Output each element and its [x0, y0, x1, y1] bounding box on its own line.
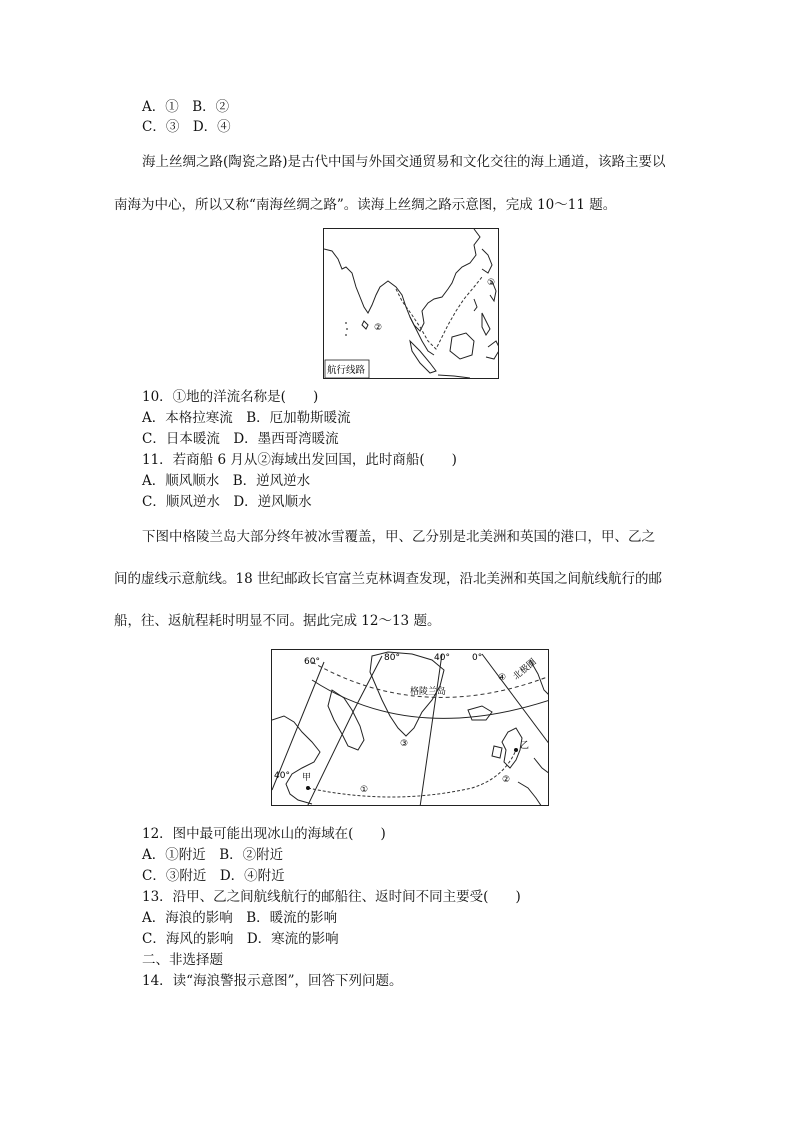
map1-legend-label: 航行线路: [327, 365, 366, 376]
q14-stem: 14．读“海浪警报示意图”，回答下列问题。: [142, 973, 403, 989]
map2-lat-40: 40°: [274, 771, 290, 781]
map2-marker-4: ④: [498, 673, 507, 683]
north-atlantic-map-graphic: [272, 650, 549, 806]
q11-options-cd: C．顺风逆水 D．逆风顺水: [142, 494, 312, 510]
map1-marker-1: ①: [487, 278, 496, 288]
silk-road-map-graphic: [324, 229, 499, 379]
map2-port-jia: 甲: [302, 773, 312, 783]
q10-options-ab: A．本格拉寒流 B．厄加勒斯暖流: [142, 410, 351, 426]
intro1-line1: 海上丝绸之路(陶瓷之路)是古代中国与外国交通贸易和文化交往的海上通道，该路主要以: [142, 154, 666, 170]
north-atlantic-map: [271, 649, 549, 806]
q12-options-cd: C．③附近 D．④附近: [142, 868, 285, 884]
q13-options-ab: A．海浪的影响 B．暖流的影响: [142, 910, 338, 926]
q10-options-cd: C．日本暖流 D．墨西哥湾暖流: [142, 431, 339, 447]
intro2-line1: 下图中格陵兰岛大部分终年被冰雪覆盖，甲、乙分别是北美洲和英国的港口，甲、乙之: [142, 529, 655, 545]
map2-marker-3: ③: [400, 739, 409, 749]
q12-options-ab: A．①附近 B．②附近: [142, 847, 284, 863]
map2-lon-80: 80°: [384, 653, 400, 663]
q11-stem: 11．若商船 6 月从②海域出发回国，此时商船( ): [142, 452, 457, 468]
q9-option-line1: A．① B．②: [142, 99, 230, 115]
q13-stem: 13．沿甲、乙之间航线航行的邮船往、返时间不同主要受( ): [142, 889, 521, 905]
map2-lon-40: 40°: [434, 653, 450, 663]
map2-lon-60: 60°: [304, 657, 320, 667]
intro2-line2: 间的虚线示意航线。18 世纪邮政长官富兰克林调查发现，沿北美洲和英国之间航线航行的邮: [114, 571, 662, 587]
q9-option-line2: C．③ D．④: [142, 119, 231, 135]
map2-marker-2: ②: [502, 775, 511, 785]
map2-arctic-circle-label: 北极圈: [511, 657, 539, 683]
q10-stem: 10．①地的洋流名称是( ): [142, 389, 319, 405]
silk-road-map: [323, 228, 499, 379]
map2-port-yi: 乙: [520, 741, 530, 751]
intro1-line2: 南海为中心，所以又称“南海丝绸之路”。读海上丝绸之路示意图，完成 10～11 题。: [114, 197, 617, 213]
map1-marker-2: ②: [374, 323, 383, 333]
q13-options-cd: C．海风的影响 D．寒流的影响: [142, 931, 339, 947]
map2-greenland-label: 格陵兰岛: [410, 687, 447, 697]
q12-stem: 12．图中最可能出现冰山的海域在( ): [142, 826, 386, 842]
q11-options-ab: A．顺风顺水 B．逆风逆水: [142, 473, 311, 489]
intro2-line3: 船，往、返航程耗时明显不同。据此完成 12～13 题。: [114, 613, 441, 629]
section-heading-nonchoice: 二、非选择题: [142, 952, 223, 968]
map2-lon-0: 0°: [472, 653, 483, 663]
map2-marker-1: ①: [360, 785, 369, 795]
